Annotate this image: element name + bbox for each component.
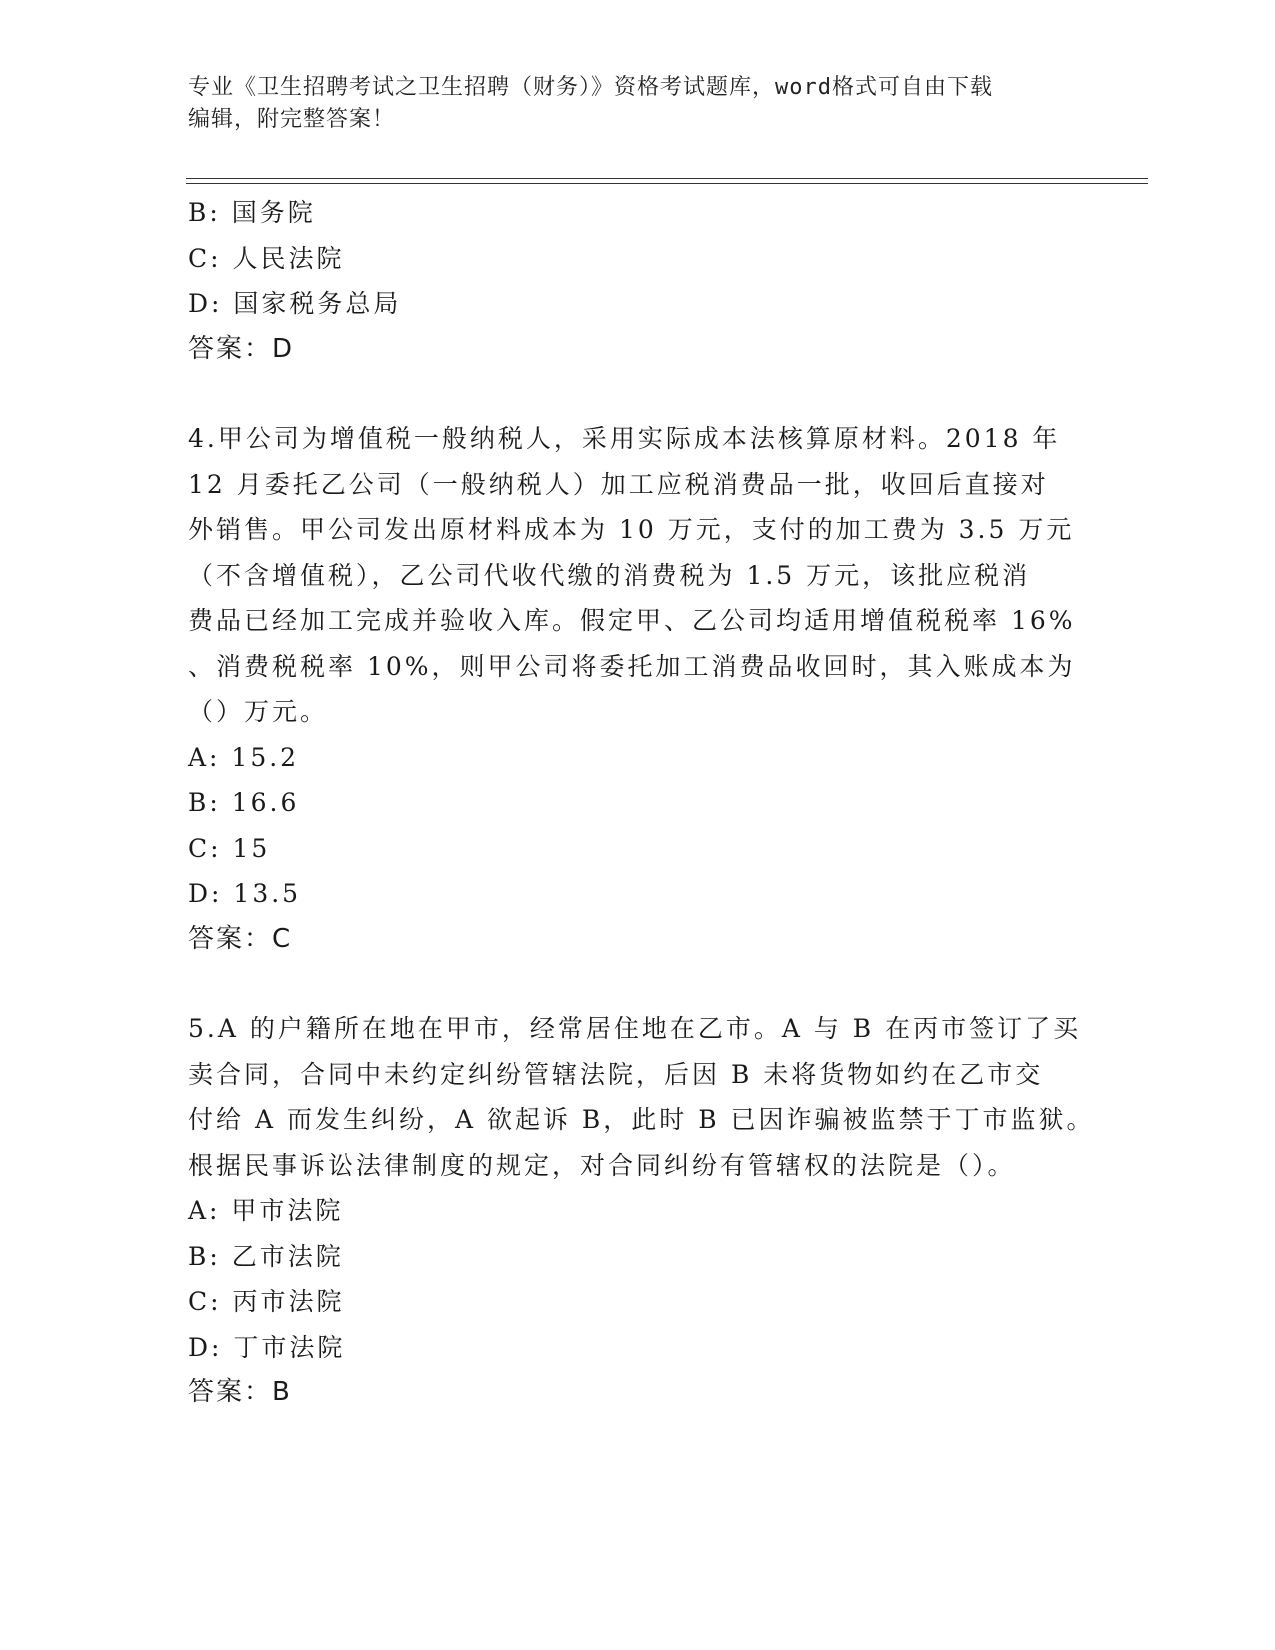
option-d: D: 国家税务总局 <box>188 289 402 318</box>
option-d: D: 丁市法院 <box>188 1332 346 1362</box>
option-c: C: 15 <box>188 833 271 863</box>
question-stem-line: （不含增值税），乙公司代收代缴的消费税为 1.5 万元，该批应税消 <box>188 560 1031 590</box>
header-divider-bottom <box>186 183 1148 184</box>
question-stem-line: 费品已经加工完成并验收入库。假定甲、乙公司均适用增值税税率 16% <box>188 606 1076 635</box>
question-5 <box>188 1006 1095 1416</box>
question-stem-line: 4.甲公司为增值税一般纳税人，采用实际成本法核算原材料。2018 年 <box>188 424 1061 453</box>
option-d: D: 13.5 <box>188 879 302 908</box>
question-stem-line: 卖合同，合同中未约定纠纷管辖法院，后因 B 未将货物如约在乙市交 <box>188 1059 1044 1089</box>
answer-label: 答案：B <box>188 1377 292 1407</box>
question-stem-line: 12 月委托乙公司（一般纳税人）加工应税消费品一批，收回后直接对 <box>188 469 1049 499</box>
spacer <box>188 372 1088 416</box>
option-b: B: 16.6 <box>188 788 300 817</box>
option-c: C: 丙市法院 <box>188 1287 345 1316</box>
question-3 <box>188 190 1088 372</box>
document-body <box>188 190 1095 1416</box>
option-b: B: 国务院 <box>188 198 316 227</box>
question-stem-line: （）万元。 <box>188 697 329 726</box>
option-a: A: 甲市法院 <box>188 1196 344 1225</box>
option-a: A: 15.2 <box>188 742 300 772</box>
option-b: B: 乙市法院 <box>188 1241 344 1271</box>
question-stem-line: 根据民事诉讼法律制度的规定，对合同纠纷有管辖权的法院是（）。 <box>188 1150 1016 1180</box>
question-4 <box>188 416 1088 962</box>
question-stem-line: 付给 A 而发生纠纷，A 欲起诉 B，此时 B 已因诈骗被监禁于丁市监狱。 <box>188 1105 1095 1134</box>
answer-label: 答案：D <box>188 333 295 364</box>
question-stem-line: 外销售。甲公司发出原材料成本为 10 万元，支付的加工费为 3.5 万元 <box>188 515 1075 544</box>
question-stem-line: 5.A 的户籍所在地在甲市，经常居住地在乙市。A 与 B 在丙市签订了买 <box>188 1014 1082 1043</box>
question-stem-line: 、消费税税率 10%，则甲公司将委托加工消费品收回时，其入账成本为 <box>188 651 1076 681</box>
header-divider-top <box>186 178 1148 179</box>
document-header <box>188 72 1068 136</box>
option-c: C: 人民法院 <box>188 243 345 273</box>
answer-label: 答案：C <box>188 923 293 954</box>
header-line-1: 专业《卫生招聘考试之卫生招聘（财务）》资格考试题库，word格式可自由下载 <box>188 75 993 100</box>
spacer <box>188 962 1088 1006</box>
header-line-2: 编辑，附完整答案！ <box>188 107 396 132</box>
